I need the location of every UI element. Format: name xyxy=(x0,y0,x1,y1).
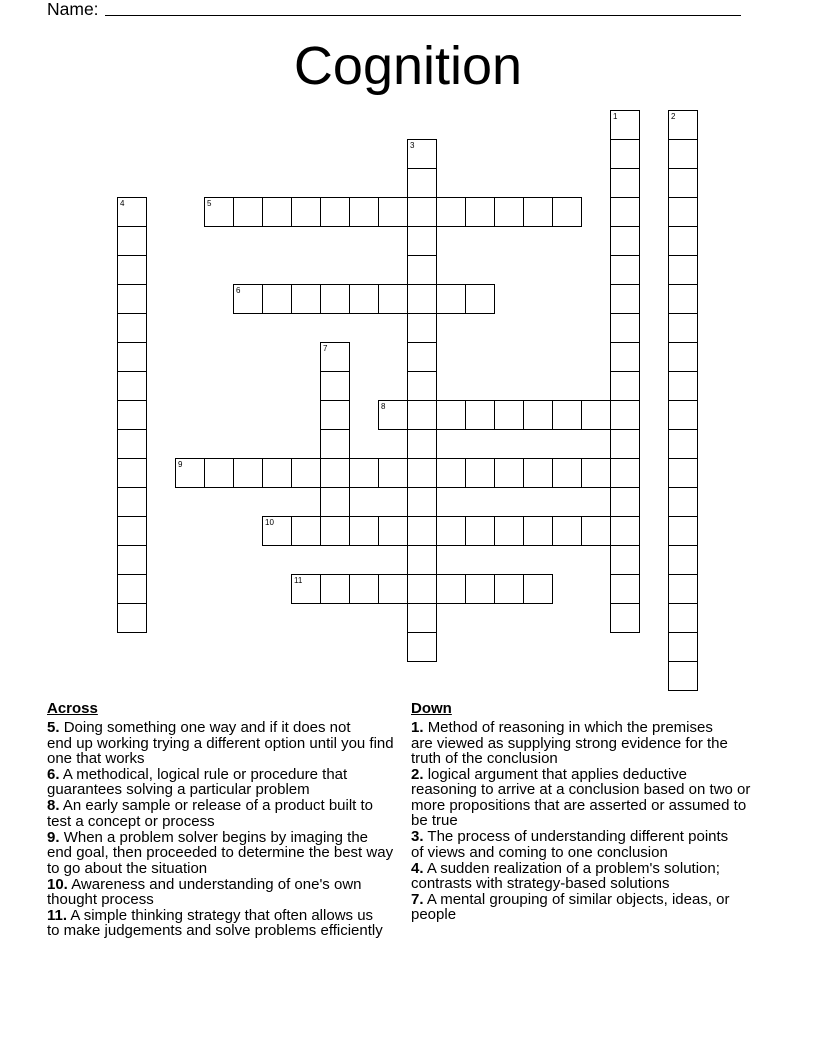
grid-cell xyxy=(407,487,437,517)
clue-item xyxy=(47,908,409,939)
grid-cell-number: 11 xyxy=(294,576,303,585)
grid-cell-number: 1 xyxy=(613,112,618,121)
grid-cell xyxy=(668,139,698,169)
clue-text: An early sample or release of a product built to test a concept or process xyxy=(47,797,374,830)
grid-cell xyxy=(117,603,147,633)
grid-cell-number: 10 xyxy=(265,518,274,527)
clue-text: logical argument that applies deductive reasoning to arrive at a conclusion based on two or more propositions that are asserted or assumed to be true xyxy=(411,766,751,830)
clue-text: A methodical, logical rule or procedure that guarantees solving a particular problem xyxy=(47,766,348,799)
grid-cell xyxy=(668,110,698,140)
grid-cell xyxy=(349,284,379,314)
grid-cell xyxy=(668,429,698,459)
grid-cell xyxy=(117,226,147,256)
grid-cell-number: 8 xyxy=(381,402,386,411)
grid-cell xyxy=(407,574,437,604)
grid-cell xyxy=(117,342,147,372)
grid-cell xyxy=(668,284,698,314)
grid-cell xyxy=(610,313,640,343)
grid-cell xyxy=(349,516,379,546)
grid-cell xyxy=(320,487,350,517)
grid-cell xyxy=(581,516,611,546)
across-clues xyxy=(47,701,409,939)
grid-cell xyxy=(320,574,350,604)
grid-cell xyxy=(117,574,147,604)
grid-cell xyxy=(465,400,495,430)
clue-item xyxy=(47,798,409,829)
grid-cell xyxy=(610,458,640,488)
grid-cell xyxy=(349,458,379,488)
clue-item xyxy=(47,830,409,876)
grid-cell xyxy=(610,516,640,546)
grid-cell xyxy=(407,603,437,633)
grid-cell xyxy=(175,458,205,488)
grid-cell xyxy=(668,255,698,285)
grid-cell xyxy=(494,458,524,488)
clue-item xyxy=(411,829,773,860)
grid-cell xyxy=(523,400,553,430)
clue-number: 5. xyxy=(47,719,60,737)
clue-text: Method of reasoning in which the premises are viewed as supplying strong evidence for the truth of the conclusion xyxy=(411,719,728,768)
grid-cell xyxy=(436,458,466,488)
grid-cell xyxy=(117,197,147,227)
grid-cell xyxy=(610,139,640,169)
grid-cell xyxy=(262,458,292,488)
clue-number: 11. xyxy=(47,906,68,924)
grid-cell xyxy=(610,545,640,575)
grid-cell xyxy=(523,197,553,227)
grid-cell xyxy=(465,574,495,604)
grid-cell xyxy=(465,284,495,314)
clue-item xyxy=(411,720,773,766)
grid-cell xyxy=(668,632,698,662)
grid-cell xyxy=(552,197,582,227)
grid-cell xyxy=(668,574,698,604)
clue-number: 2. xyxy=(411,766,424,784)
grid-cell xyxy=(610,574,640,604)
grid-cell xyxy=(378,574,408,604)
grid-cell xyxy=(262,284,292,314)
grid-cell xyxy=(465,516,495,546)
grid-cell xyxy=(320,371,350,401)
clue-number: 10. xyxy=(47,875,68,893)
grid-cell xyxy=(407,400,437,430)
grid-cell xyxy=(494,400,524,430)
grid-cell xyxy=(407,545,437,575)
clue-text: When a problem solver begins by imaging the end goal, then proceeded to determine the best way to go about the situation xyxy=(47,828,394,877)
grid-cell xyxy=(117,545,147,575)
clue-item xyxy=(47,767,409,798)
clue-item xyxy=(411,861,773,892)
grid-cell xyxy=(668,168,698,198)
grid-cell xyxy=(610,110,640,140)
grid-cell xyxy=(436,400,466,430)
grid-cell xyxy=(436,574,466,604)
name-label: Name: xyxy=(47,0,99,19)
grid-cell xyxy=(436,197,466,227)
grid-cell xyxy=(320,197,350,227)
clue-item xyxy=(411,892,773,923)
grid-cell xyxy=(436,516,466,546)
down-heading: Down xyxy=(411,700,452,717)
grid-cell xyxy=(233,458,263,488)
grid-cell xyxy=(668,342,698,372)
grid-cell xyxy=(668,458,698,488)
grid-cell xyxy=(668,371,698,401)
grid-cell-number: 6 xyxy=(236,286,241,295)
grid-cell xyxy=(407,284,437,314)
across-heading: Across xyxy=(47,700,98,717)
grid-cell xyxy=(407,255,437,285)
grid-cell xyxy=(378,400,408,430)
grid-cell xyxy=(407,371,437,401)
grid-cell xyxy=(378,284,408,314)
grid-cell xyxy=(117,284,147,314)
grid-cell xyxy=(349,574,379,604)
grid-cell xyxy=(668,603,698,633)
clue-text: A mental grouping of similar objects, ideas, or people xyxy=(411,890,730,924)
grid-cell xyxy=(668,487,698,517)
clue-number: 4. xyxy=(411,859,424,877)
grid-cell xyxy=(407,342,437,372)
grid-cell xyxy=(117,400,147,430)
grid-cell xyxy=(523,516,553,546)
grid-cell xyxy=(610,400,640,430)
grid-cell xyxy=(291,574,321,604)
grid-cell xyxy=(610,371,640,401)
grid-cell xyxy=(668,313,698,343)
grid-cell xyxy=(291,516,321,546)
grid-cell xyxy=(552,516,582,546)
grid-cell xyxy=(668,400,698,430)
down-clues xyxy=(411,701,773,923)
grid-cell xyxy=(668,545,698,575)
grid-cell xyxy=(117,487,147,517)
clue-text: A sudden realization of a problem's solution; contrasts with strategy-based solutions xyxy=(411,859,720,892)
grid-cell xyxy=(610,168,640,198)
grid-cell xyxy=(407,313,437,343)
grid-cell xyxy=(552,458,582,488)
grid-cell xyxy=(407,632,437,662)
grid-cell xyxy=(262,197,292,227)
grid-cell-number: 7 xyxy=(323,344,328,353)
page-title: Cognition xyxy=(293,36,523,96)
grid-cell xyxy=(378,516,408,546)
grid-cell xyxy=(610,429,640,459)
grid-cell xyxy=(610,226,640,256)
grid-cell xyxy=(610,197,640,227)
grid-cell xyxy=(494,197,524,227)
grid-cell-number: 9 xyxy=(178,460,183,469)
clue-number: 8. xyxy=(47,797,60,815)
grid-cell xyxy=(233,197,263,227)
grid-cell xyxy=(610,255,640,285)
grid-cell xyxy=(494,516,524,546)
grid-cell xyxy=(523,458,553,488)
grid-cell xyxy=(407,197,437,227)
grid-cell xyxy=(320,429,350,459)
grid-cell xyxy=(581,400,611,430)
clue-number: 9. xyxy=(47,828,60,846)
clue-number: 1. xyxy=(411,719,424,737)
grid-cell xyxy=(668,226,698,256)
grid-cell xyxy=(407,226,437,256)
grid-cell xyxy=(610,284,640,314)
grid-cell xyxy=(407,168,437,198)
grid-cell xyxy=(610,603,640,633)
grid-cell xyxy=(668,516,698,546)
clue-number: 7. xyxy=(411,890,424,908)
grid-cell xyxy=(204,197,234,227)
grid-cell xyxy=(668,661,698,691)
grid-cell xyxy=(262,516,292,546)
grid-cell-number: 5 xyxy=(207,199,212,208)
clue-number: 3. xyxy=(411,828,424,846)
clue-number: 6. xyxy=(47,766,60,784)
grid-cell xyxy=(291,197,321,227)
clue-item xyxy=(411,767,773,829)
grid-cell xyxy=(581,458,611,488)
grid-cell xyxy=(407,139,437,169)
grid-cell xyxy=(320,284,350,314)
clue-text: The process of understanding different points of views and coming to one conclusion xyxy=(411,828,729,861)
grid-cell xyxy=(117,313,147,343)
grid-cell xyxy=(117,429,147,459)
grid-cell xyxy=(117,516,147,546)
grid-cell xyxy=(291,458,321,488)
grid-cell xyxy=(552,400,582,430)
grid-cell xyxy=(349,197,379,227)
clue-item xyxy=(47,720,409,766)
grid-cell xyxy=(407,458,437,488)
clue-text: Doing something one way and if it does not end up working trying a different option until you find one that works xyxy=(47,719,394,768)
grid-cell xyxy=(320,400,350,430)
grid-cell xyxy=(117,255,147,285)
clue-text: Awareness and understanding of one's own thought process xyxy=(47,875,362,908)
grid-cell xyxy=(378,197,408,227)
grid-cell xyxy=(117,371,147,401)
grid-cell-number: 2 xyxy=(671,112,676,121)
grid-cell xyxy=(291,284,321,314)
grid-cell xyxy=(523,574,553,604)
grid-cell xyxy=(320,516,350,546)
clue-item xyxy=(47,877,409,908)
clue-text: A simple thinking strategy that often allows us to make judgements and solve problems efficiently xyxy=(47,906,383,940)
grid-cell xyxy=(117,458,147,488)
grid-cell xyxy=(610,342,640,372)
grid-cell xyxy=(610,487,640,517)
grid-cell xyxy=(407,516,437,546)
grid-cell-number: 4 xyxy=(120,199,125,208)
grid-cell xyxy=(407,429,437,459)
grid-cell xyxy=(378,458,408,488)
grid-cell xyxy=(233,284,263,314)
grid-cell xyxy=(204,458,234,488)
grid-cell xyxy=(320,342,350,372)
grid-cell xyxy=(465,458,495,488)
grid-cell-number: 3 xyxy=(410,141,415,150)
grid-cell xyxy=(465,197,495,227)
grid-cell xyxy=(320,458,350,488)
grid-cell xyxy=(494,574,524,604)
grid-cell xyxy=(668,197,698,227)
grid-cell xyxy=(436,284,466,314)
